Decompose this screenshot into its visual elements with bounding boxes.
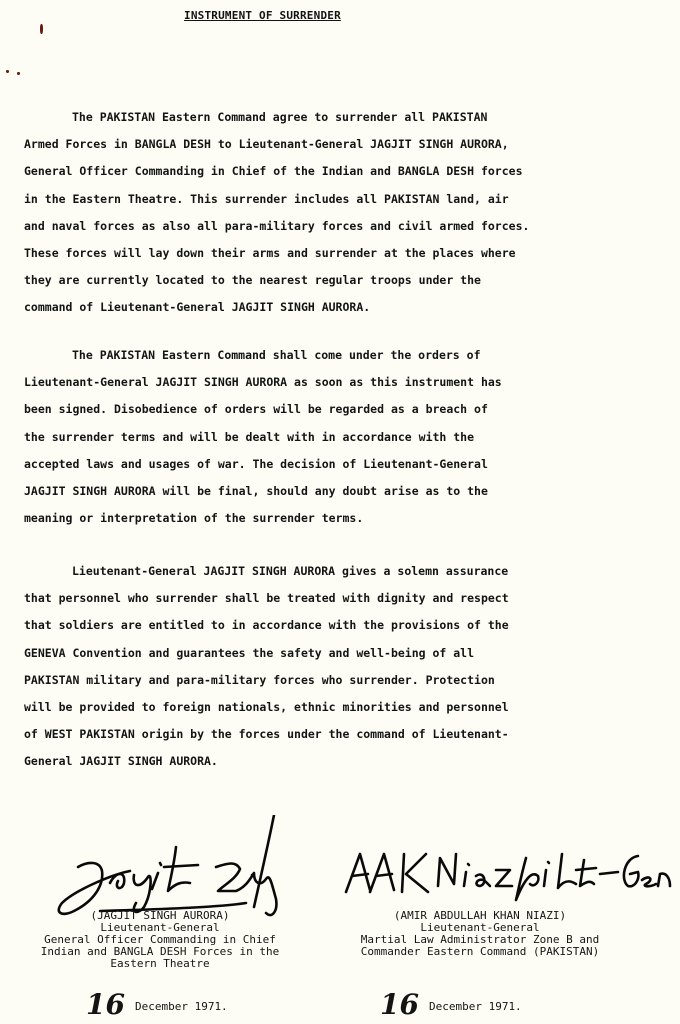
text-line: that soldiers are entitled to in accordance with the provisions of the bbox=[24, 618, 509, 633]
text-line: Lieutenant-General JAGJIT SINGH AURORA gives a solemn assurance bbox=[72, 564, 509, 578]
signatory-title: Martial Law Administrator Zone B and bbox=[360, 933, 600, 946]
signatory-title: General Officer Commanding in Chief bbox=[44, 933, 276, 946]
signatory-title: Commander Eastern Command (PAKISTAN) bbox=[360, 945, 600, 958]
date-text: December 1971. bbox=[134, 1000, 228, 1013]
text-line: Armed Forces in BANGLA DESH to Lieutenant-General JAGJIT SINGH AURORA, bbox=[24, 137, 509, 152]
signatory-name: (JAGJIT SINGH AURORA) bbox=[90, 909, 230, 922]
signatory-title: Eastern Theatre bbox=[110, 957, 210, 970]
ink-speck bbox=[17, 72, 20, 75]
text-line: command of Lieutenant-General JAGJIT SINGH AURORA. bbox=[24, 300, 371, 315]
text-line: PAKISTAN military and para-military forces who surrender. Protection bbox=[24, 672, 495, 687]
signatory-title: Indian and BANGLA DESH Forces in the bbox=[40, 945, 280, 958]
text-line: JAGJIT SINGH AURORA will be final, should any doubt arise as to the bbox=[24, 484, 488, 499]
signatory-aurora bbox=[10, 910, 310, 970]
text-line: been signed. Disobedience of orders will be regarded as a breach of bbox=[24, 402, 488, 417]
text-line: General JAGJIT SINGH AURORA. bbox=[24, 754, 218, 769]
paragraph-1 bbox=[24, 104, 584, 322]
ink-speck bbox=[6, 70, 9, 73]
text-line: The PAKISTAN Eastern Command agree to surrender all PAKISTAN bbox=[72, 110, 488, 124]
document-body bbox=[24, 558, 584, 776]
text-line: The PAKISTAN Eastern Command shall come under the orders of bbox=[72, 348, 481, 362]
text-line: of WEST PAKISTAN origin by the forces under the command of Lieutenant- bbox=[24, 727, 509, 742]
handwritten-day: 16 bbox=[86, 988, 125, 1021]
text-line: GENEVA Convention and guarantees the safety and well-being of all bbox=[24, 645, 475, 660]
paragraph-2 bbox=[24, 342, 584, 532]
signatory-rank: Lieutenant-General bbox=[420, 921, 540, 934]
paragraph-3 bbox=[24, 558, 584, 776]
document-body bbox=[24, 342, 584, 532]
text-line: the surrender terms and will be dealt with in accordance with the bbox=[24, 429, 475, 444]
text-line: accepted laws and usages of war. The decision of Lieutenant-General bbox=[24, 456, 488, 471]
date-niazi bbox=[380, 988, 522, 1021]
date-text: December 1971. bbox=[428, 1000, 522, 1013]
text-line: in the Eastern Theatre. This surrender includes all PAKISTAN land, air bbox=[24, 191, 509, 206]
signature-niazi bbox=[340, 840, 680, 906]
text-line: meaning or interpretation of the surrender terms. bbox=[24, 511, 364, 526]
signatory-rank: Lieutenant-General bbox=[100, 921, 220, 934]
text-line: General Officer Commanding in Chief of the Indian and BANGLA DESH forces bbox=[24, 164, 523, 179]
text-line: that personnel who surrender shall be treated with dignity and respect bbox=[24, 591, 509, 606]
text-line: and naval forces as also all para-military forces and civil armed forces. bbox=[24, 218, 530, 233]
document-title: INSTRUMENT OF SURRENDER bbox=[184, 9, 341, 22]
text-line: they are currently located to the nearest regular troops under the bbox=[24, 273, 481, 288]
handwritten-day: 16 bbox=[380, 988, 419, 1021]
signatory-name: (AMIR ABDULLAH KHAN NIAZI) bbox=[393, 909, 567, 922]
ink-speck bbox=[40, 24, 43, 34]
document-body bbox=[24, 104, 584, 322]
text-line: These forces will lay down their arms and surrender at the places where bbox=[24, 246, 516, 261]
date-aurora bbox=[86, 988, 228, 1021]
text-line: will be provided to foreign nationals, ethnic minorities and personnel bbox=[24, 700, 509, 715]
signatory-niazi bbox=[330, 910, 630, 958]
text-line: Lieutenant-General JAGJIT SINGH AURORA as soon as this instrument has bbox=[24, 375, 502, 390]
